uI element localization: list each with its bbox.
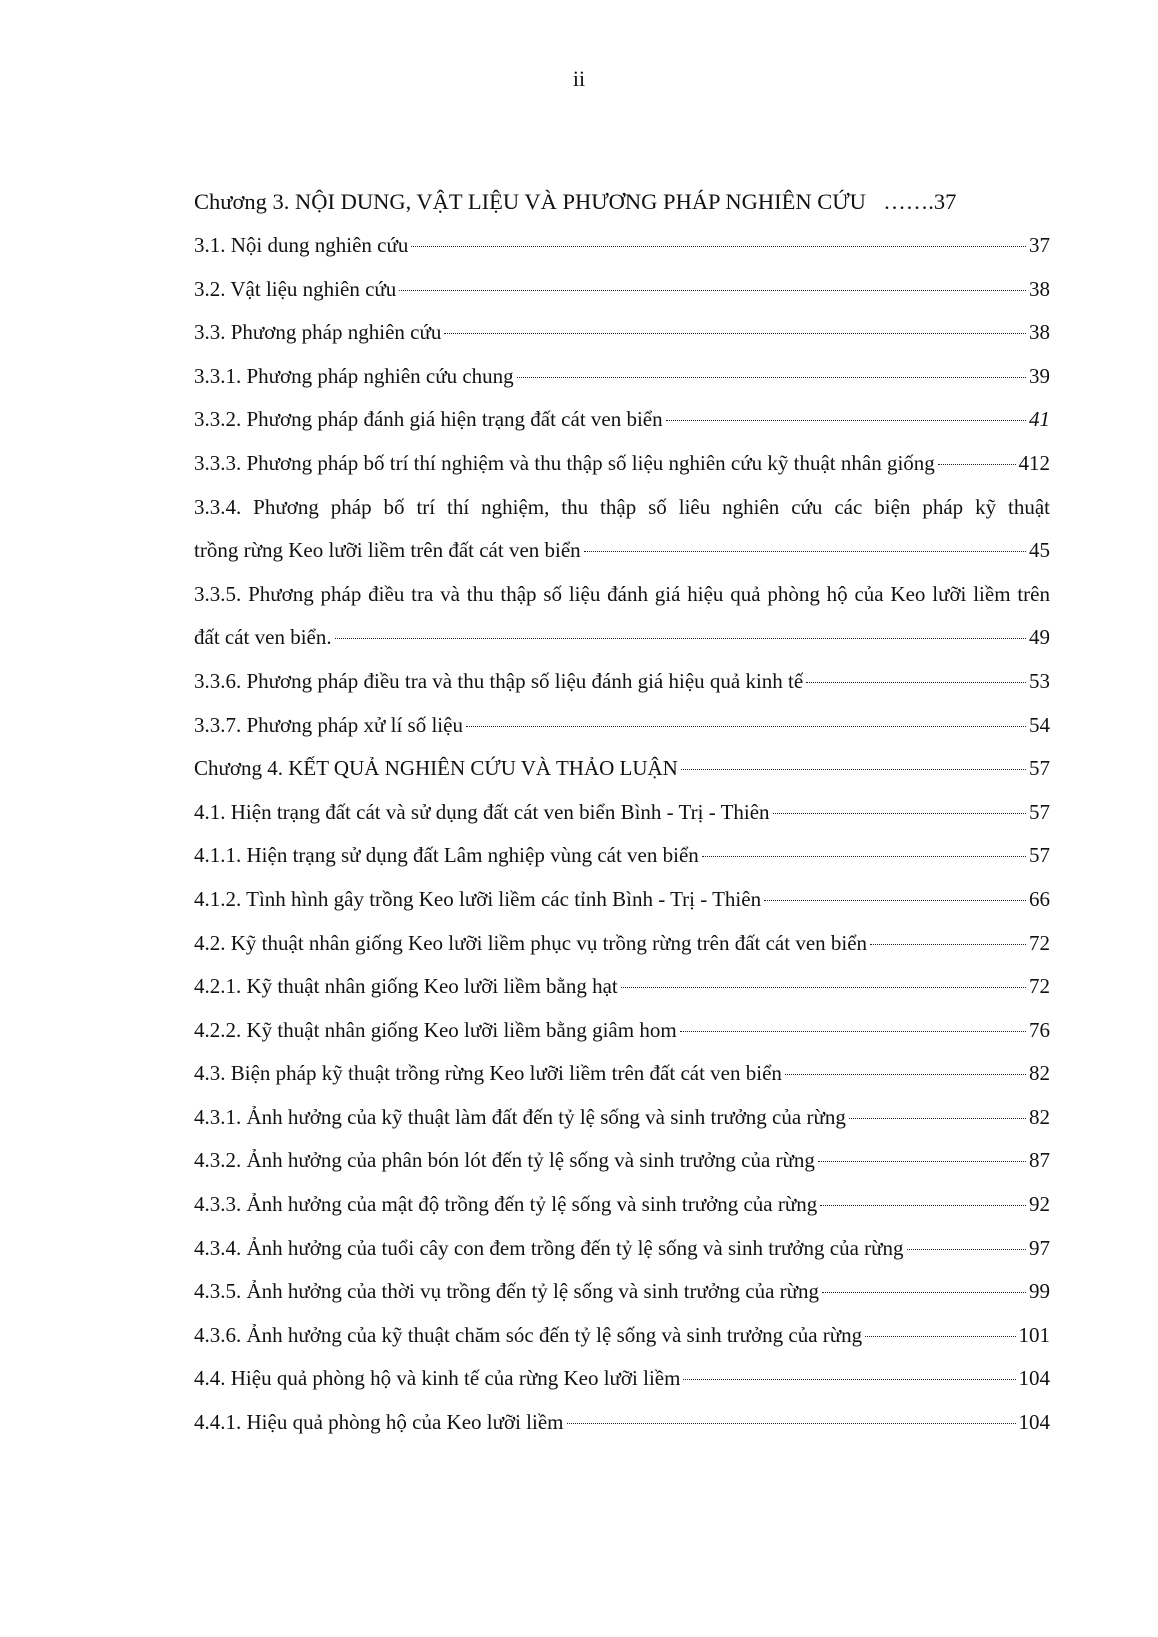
toc-entry-page: 97: [1029, 1235, 1050, 1260]
toc-entry-page: 101: [1018, 1322, 1050, 1347]
toc-entry-title: 4.3.5. Ảnh hưởng của thời vụ trồng đến tỷ lệ sống và sinh trưởng của rừng: [194, 1279, 820, 1304]
toc-entry-title: 3.3.6. Phương pháp điều tra và thu thập số liệu đánh giá hiệu quả kinh tế: [194, 668, 804, 693]
toc-entry-page: 72: [1029, 930, 1050, 955]
toc-entry-title: 4.1.2. Tình hình gây trồng Keo lưỡi liềm các tỉnh Bình - Trị - Thiên: [194, 886, 762, 911]
toc-leader: [822, 1292, 1026, 1293]
toc-entry-3-3-5-line-2[interactable]: [194, 616, 1050, 660]
toc-entry-page: 76: [1029, 1017, 1050, 1042]
toc-entry-page: 104: [1018, 1366, 1050, 1391]
toc-leader: [938, 464, 1016, 465]
toc-entry-title: 4.4.1. Hiệu quả phòng hộ của Keo lưỡi liềm: [194, 1410, 564, 1435]
toc-entry-title: 3.3.5. Phương pháp điều tra và thu thập số liệu đánh giá hiệu quả phòng hộ của Keo lưỡi liềm trên: [194, 581, 1050, 606]
toc-entry[interactable]: [194, 1052, 1050, 1096]
toc-entry[interactable]: [194, 660, 1050, 704]
toc-entry-page: 39: [1029, 363, 1050, 388]
toc-entry[interactable]: [194, 791, 1050, 835]
toc-entry-page: 37: [1029, 233, 1050, 257]
toc-leader: [666, 420, 1026, 421]
toc-entry-title: 4.3.4. Ảnh hưởng của tuổi cây con đem trồng đến tỷ lệ sống và sinh trưởng của rừng: [194, 1235, 904, 1260]
toc-leader: [466, 726, 1026, 727]
toc-leader: [411, 246, 1026, 247]
toc-leader: [764, 900, 1026, 901]
toc-entry-title: 4.1.1. Hiện trạng sử dụng đất Lâm nghiệp vùng cát ven biển: [194, 843, 699, 868]
toc-entry-page: 87: [1029, 1148, 1050, 1173]
toc-entry-title: 3.3.3. Phương pháp bố trí thí nghiệm và thu thập số liệu nghiên cứu kỹ thuật nhân giống: [194, 450, 935, 475]
toc-entry-title: 3.2. Vật liệu nghiên cứu: [194, 276, 397, 301]
toc-entry-chapter-3[interactable]: [194, 180, 1050, 224]
toc-entry-page: 72: [1029, 974, 1050, 999]
toc-entry[interactable]: [194, 1227, 1050, 1271]
toc-leader-text: …….: [883, 189, 934, 214]
toc-entry-title: 4.4. Hiệu quả phòng hộ và kinh tế của rừng Keo lưỡi liềm: [194, 1366, 681, 1391]
toc-entry[interactable]: [194, 1270, 1050, 1314]
toc-leader: [869, 175, 880, 219]
toc-leader: [865, 1336, 1015, 1337]
toc-leader: [621, 987, 1026, 988]
toc-entry-title: 3.3.1. Phương pháp nghiên cứu chung: [194, 363, 514, 388]
toc-entry-title: 4.3.1. Ảnh hưởng của kỹ thuật làm đất đến tỷ lệ sống và sinh trưởng của rừng: [194, 1104, 846, 1129]
toc-leader: [517, 377, 1026, 378]
toc-entry[interactable]: [194, 878, 1050, 922]
toc-entry-page: 57: [1029, 756, 1050, 781]
toc-leader: [773, 813, 1026, 814]
toc-entry-chapter-4[interactable]: [194, 747, 1050, 791]
toc-entry-page: 53: [1029, 668, 1050, 693]
toc-leader: [681, 769, 1026, 770]
toc-entry-title: đất cát ven biển.: [194, 625, 332, 650]
toc-entry-page: 82: [1029, 1061, 1050, 1086]
toc-entry[interactable]: [194, 704, 1050, 748]
toc-entry-3-3-5-line-1[interactable]: [194, 573, 1050, 617]
toc-entry-page: 49: [1029, 625, 1050, 650]
toc-entry[interactable]: [194, 355, 1050, 399]
toc-entry-page: 45: [1029, 538, 1050, 563]
toc-leader: [785, 1074, 1026, 1075]
toc-entry-title: 4.3.2. Ảnh hưởng của phân bón lót đến tỷ lệ sống và sinh trưởng của rừng: [194, 1148, 815, 1173]
toc-leader: [849, 1118, 1026, 1119]
toc-entry-title: 4.3.6. Ảnh hưởng của kỹ thuật chăm sóc đến tỷ lệ sống và sinh trưởng của rừng: [194, 1322, 863, 1347]
toc-entry[interactable]: [194, 1183, 1050, 1227]
toc-entry[interactable]: [194, 1401, 1050, 1445]
toc-leader: [870, 944, 1026, 945]
toc-leader: [907, 1249, 1026, 1250]
toc-entry-page: 38: [1029, 276, 1050, 301]
toc-entry-title: 3.3. Phương pháp nghiên cứu: [194, 320, 442, 345]
toc-entry[interactable]: [194, 1009, 1050, 1053]
toc-entry[interactable]: [194, 1314, 1050, 1358]
toc-entry[interactable]: [194, 1139, 1050, 1183]
toc-entry-page: 104: [1018, 1410, 1050, 1435]
toc-leader: [806, 682, 1026, 683]
toc-entry[interactable]: [194, 922, 1050, 966]
toc-entry-page: 92: [1029, 1192, 1050, 1217]
toc-entry[interactable]: [194, 268, 1050, 312]
toc-leader: [335, 638, 1026, 639]
toc-entry-page: 41: [1029, 407, 1050, 432]
toc-entry-title: Chương 3. NỘI DUNG, VẬT LIỆU VÀ PHƯƠNG PHÁP NGHIÊN CỨU: [194, 189, 866, 214]
toc-entry-title: 4.2.1. Kỹ thuật nhân giống Keo lưỡi liềm bằng hạt: [194, 974, 618, 999]
toc-entry-page: 54: [1029, 712, 1050, 737]
toc-entry[interactable]: [194, 311, 1050, 355]
toc-entry-title: 3.3.2. Phương pháp đánh giá hiện trạng đất cát ven biển: [194, 407, 663, 432]
toc-entry-page: 412: [1018, 450, 1050, 475]
toc-entry[interactable]: [194, 1357, 1050, 1401]
toc-entry-title: 4.2. Kỹ thuật nhân giống Keo lưỡi liềm phục vụ trồng rừng trên đất cát ven biển: [194, 930, 868, 955]
toc-leader: [444, 333, 1026, 334]
toc-entry-title: Chương 4. KẾT QUẢ NGHIÊN CỨU VÀ THẢO LUẬN: [194, 756, 678, 781]
toc-entry-title: 4.2.2. Kỹ thuật nhân giống Keo lưỡi liềm bằng giâm hom: [194, 1017, 677, 1042]
toc-entry-page: 37: [933, 189, 957, 214]
toc-entry-title: 4.3. Biện pháp kỹ thuật trồng rừng Keo lưỡi liềm trên đất cát ven biển: [194, 1061, 782, 1086]
toc-entry[interactable]: [194, 224, 1050, 268]
toc-leader: [683, 1379, 1015, 1380]
toc-entry-title: 4.3.3. Ảnh hưởng của mật độ trồng đến tỷ lệ sống và sinh trưởng của rừng: [194, 1192, 818, 1217]
toc-leader: [702, 856, 1026, 857]
toc-entry-title: 4.1. Hiện trạng đất cát và sử dụng đất cát ven biển Bình - Trị - Thiên: [194, 799, 770, 824]
toc-entry-page: 99: [1029, 1279, 1050, 1304]
toc-entry-page: 57: [1029, 843, 1050, 868]
toc-leader: [399, 290, 1026, 291]
toc-leader: [567, 1423, 1016, 1424]
toc-entry-title: trồng rừng Keo lưỡi liềm trên đất cát ven biển: [194, 538, 581, 563]
toc-entry[interactable]: [194, 442, 1050, 486]
toc-entry-page: 57: [1029, 799, 1050, 824]
toc-entry[interactable]: [194, 834, 1050, 878]
toc-leader: [818, 1161, 1026, 1162]
toc-entry-3-3-4-line-2[interactable]: [194, 529, 1050, 573]
toc-leader: [680, 1031, 1026, 1032]
toc-entry-page: 66: [1029, 886, 1050, 911]
table-of-contents: [194, 180, 1050, 1445]
toc-entry-page: 82: [1029, 1104, 1050, 1129]
toc-entry-title: 3.3.4. Phương pháp bố trí thí nghiệm, thu thập số liêu nghiên cứu các biện pháp kỹ thuật: [194, 494, 1050, 519]
toc-entry[interactable]: [194, 398, 1050, 442]
toc-leader: [584, 551, 1026, 552]
toc-entry[interactable]: [194, 1096, 1050, 1140]
toc-entry-3-3-4-line-1[interactable]: [194, 486, 1050, 530]
toc-entry-title: 3.1. Nội dung nghiên cứu: [194, 233, 409, 257]
toc-entry[interactable]: [194, 965, 1050, 1009]
toc-leader: [820, 1205, 1026, 1206]
toc-entry-title: 3.3.7. Phương pháp xử lí số liệu: [194, 712, 463, 737]
page-number: ii: [572, 66, 586, 91]
toc-entry-page: 38: [1029, 320, 1050, 345]
